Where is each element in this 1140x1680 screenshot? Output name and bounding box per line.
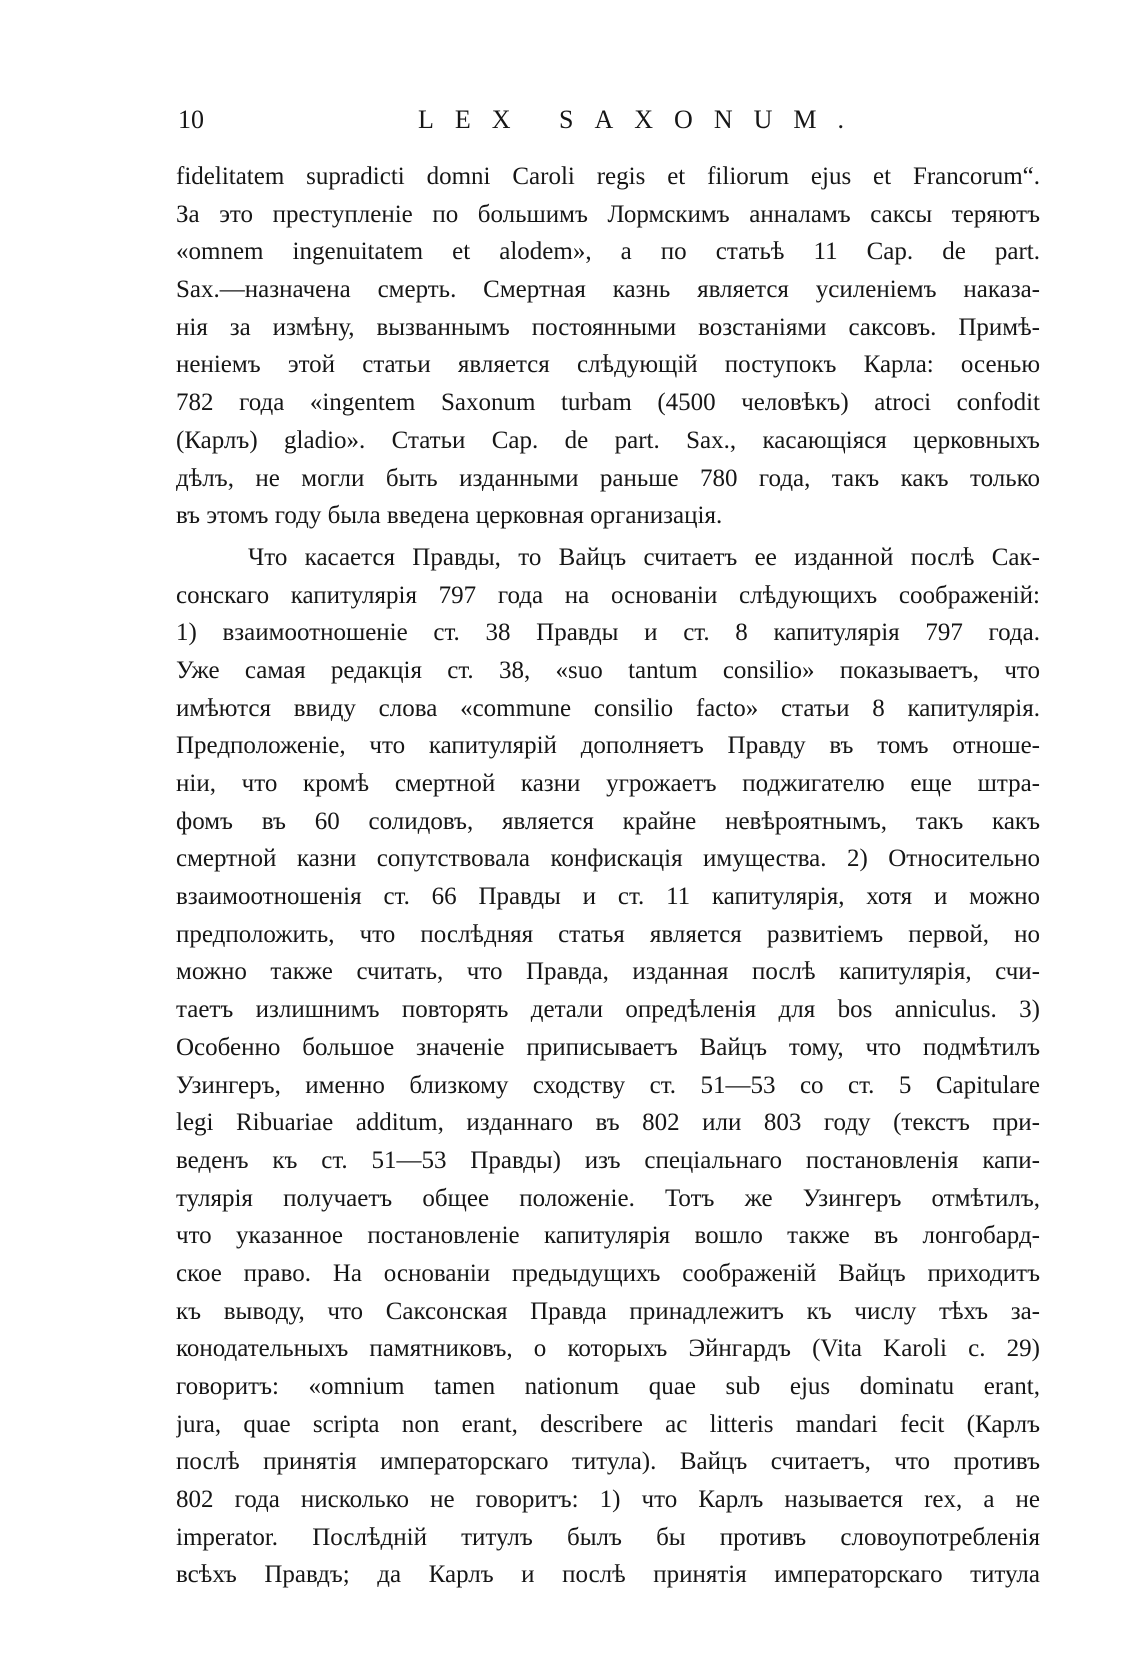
running-head <box>178 100 1040 140</box>
text-line: въ этомъ году была введена церковная организація. <box>176 502 723 530</box>
text-line: ніи, что кромѣ смертной казни угрожаетъ поджигателю еще штра- <box>176 770 1040 797</box>
text-line: веденъ къ ст. 51—53 Правды) изъ спеціальнаго постановленія капи- <box>176 1146 1040 1174</box>
text-line: что указанное постановленіе капитулярія вошло также въ лонгобард- <box>176 1222 1040 1250</box>
text-line: imperator. Послѣдній титулъ былъ бы противъ словоупотребленія <box>176 1523 1040 1551</box>
text-line: «omnem ingenuitatem et alodem», а по статьѣ 11 Cap. de part. <box>176 238 1040 266</box>
text-line: (Карлъ) gladio». Статьи Cap. de part. Sax., касающіяся церковныхъ <box>176 426 1040 454</box>
text-line: fidelitatem supradicti domni Caroli regis et filiorum ejus et Francorum“. <box>176 163 1040 190</box>
text-line: фомъ въ 60 солидовъ, является крайне невѣроятнымъ, такъ какъ <box>176 807 1040 835</box>
text-line: конодательныхъ памятниковъ, о которыхъ Эйнгардъ (Vita Karoli c. 29) <box>176 1335 1040 1363</box>
text-line: всѣхъ Правдъ; да Карлъ и послѣ принятія императорскаго титула <box>176 1561 1040 1589</box>
text-line: можно также считать, что Правда, изданная послѣ капитулярія, счи- <box>176 958 1040 986</box>
text-line: Sax.—назначена смерть. Смертная казнь является усиленіемъ наказа- <box>176 276 1040 304</box>
text-line: 802 года нисколько не говоритъ: 1) что Карлъ называется rex, а не <box>176 1486 1040 1514</box>
text-line: jura, quae scripta non erant, describere ac litteris mandari fecit (Карлъ <box>176 1410 1040 1438</box>
running-title: LEX SAXONUM. <box>418 105 865 134</box>
text-line: предположить, что послѣдняя статья является развитіемъ первой, но <box>176 920 1040 948</box>
text-line: ское право. На основаніи предыдущихъ соображеній Вайцъ приходитъ <box>176 1259 1040 1287</box>
text-line: говоритъ: «omnium tamen nationum quae sub ejus dominatu erant, <box>176 1373 1040 1400</box>
body-text <box>176 158 1040 1594</box>
text-line: Уже самая редакція ст. 38, «suo tantum consilio» показываетъ, что <box>176 656 1040 684</box>
text-line: Предположеніе, что капитулярій дополняетъ Правду въ томъ отноше- <box>176 732 1040 760</box>
text-line: таетъ излишнимъ повторять детали опредѣленія для bos anniculus. 3) <box>176 996 1040 1024</box>
text-line: За это преступленіе по большимъ Лормскимъ анналамъ саксы теряютъ <box>176 200 1040 228</box>
text-line: 782 года «ingentem Saxonum turbam (4500 человѣкъ) atroci confodit <box>176 389 1040 417</box>
text-line: смертной казни сопутствовала конфискація имущества. 2) Относительно <box>176 845 1040 873</box>
text-line: къ выводу, что Саксонская Правда принадлежитъ къ числу тѣхъ за- <box>176 1297 1040 1325</box>
text-line: 1) взаимоотношеніе ст. 38 Правды и ст. 8 капитулярія 797 года. <box>176 619 1040 647</box>
text-line: нія за измѣну, вызваннымъ постоянными возстаніями саксовъ. Примѣ- <box>176 313 1040 341</box>
text-line: Особенно большое значеніе приписываетъ Вайцъ тому, что подмѣтилъ <box>176 1033 1040 1061</box>
text-line: Узингеръ, именно близкому сходству ст. 51—53 со ст. 5 Capitulare <box>176 1071 1040 1099</box>
text-line: дѣлъ, не могли быть изданными раньше 780 года, такъ какъ только <box>176 464 1040 492</box>
paragraph-1 <box>176 158 1040 535</box>
page-number: 10 <box>178 105 204 134</box>
text-line: сонскаго капитулярія 797 года на основаніи слѣдующихъ соображеній: <box>176 581 1040 609</box>
paragraph-2 <box>176 539 1040 1594</box>
text-line: взаимоотношенія ст. 66 Правды и ст. 11 капитулярія, хотя и можно <box>176 883 1040 911</box>
text-line: legi Ribuariae additum, изданнаго въ 802 или 803 году (текстъ при- <box>176 1109 1040 1137</box>
text-line: имѣются ввиду слова «commune consilio facto» статьи 8 капитулярія. <box>176 694 1040 722</box>
text-line: неніемъ этой статьи является слѣдующій поступокъ Карла: осенью <box>176 351 1040 379</box>
text-line: послѣ принятія императорскаго титула). Вайцъ считаетъ, что противъ <box>176 1448 1040 1476</box>
text-line: тулярія получаетъ общее положеніе. Тотъ же Узингеръ отмѣтилъ, <box>176 1184 1040 1212</box>
text-line: Что касается Правды, то Вайцъ считаетъ ее изданной послѣ Сак- <box>248 543 1040 571</box>
